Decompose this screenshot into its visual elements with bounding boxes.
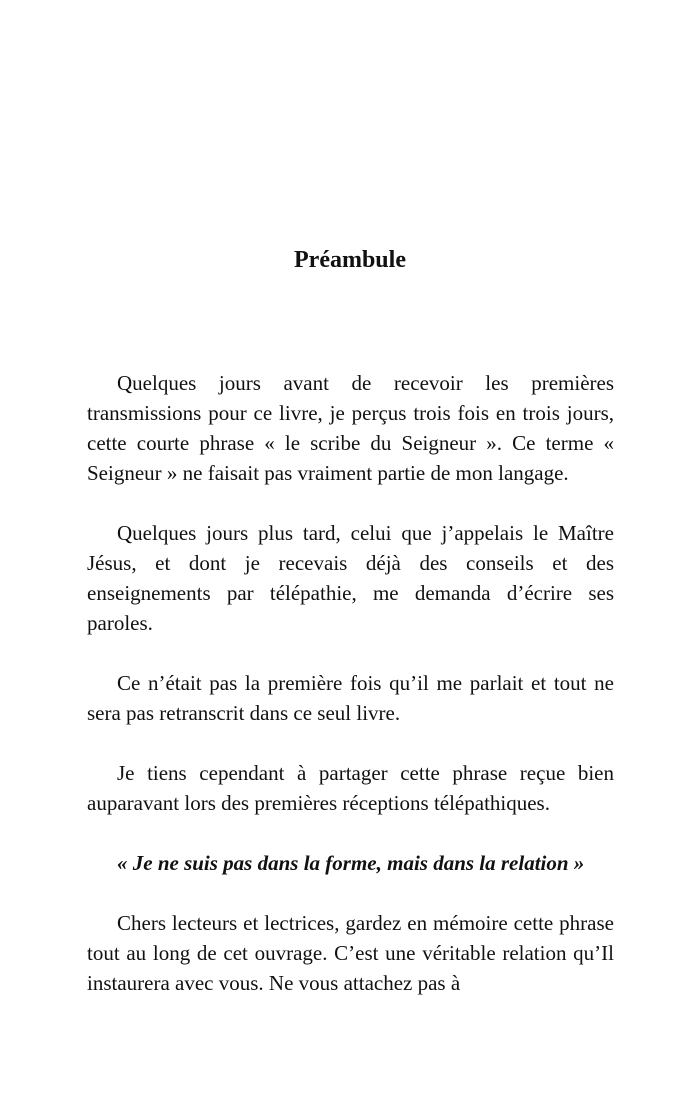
quote: « Je ne suis pas dans la forme, mais dans la relation » bbox=[117, 851, 585, 875]
paragraph: Ce n’était pas la première fois qu’il me parlait et tout ne sera pas retranscrit dans ce seul livre. bbox=[87, 671, 614, 725]
paragraph: Je tiens cependant à partager cette phrase reçue bien auparavant lors des premières réceptions télépathiques. bbox=[87, 761, 614, 815]
paragraph: Quelques jours avant de recevoir les premières transmissions pour ce livre, je perçus trois fois en trois jours, cette courte phrase « le scribe du Seigneur ». Ce terme « Seigneur » ne faisait pas vraiment partie de mon langage. bbox=[87, 371, 614, 485]
body-text bbox=[87, 368, 614, 1028]
paragraph: Chers lecteurs et lectrices, gardez en mémoire cette phrase tout au long de cet ouvrage. C’est une véritable relation qu’Il instaurera avec vous. Ne vous attachez pas à bbox=[87, 911, 614, 995]
page-title: Préambule bbox=[294, 247, 406, 273]
paragraph: Quelques jours plus tard, celui que j’appelais le Maître Jésus, et dont je recevais déjà des conseils et des enseignements par télépathie, me demanda d’écrire ses paroles. bbox=[87, 521, 614, 635]
